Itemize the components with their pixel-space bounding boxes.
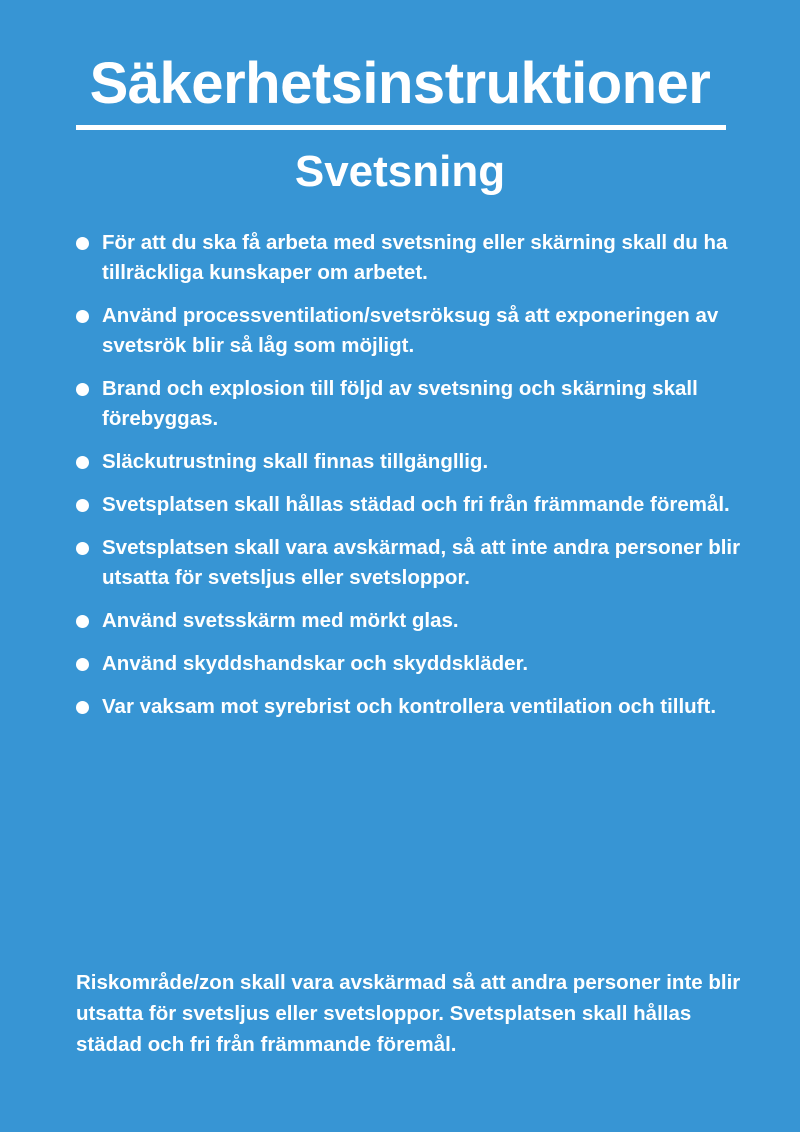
bullet-icon — [76, 542, 89, 555]
sign-title: Säkerhetsinstruktioner — [89, 51, 711, 116]
instruction-item — [76, 447, 746, 477]
instruction-text: För att du ska få arbeta med svetsning eller skärning skall du ha tillräckliga kunskaper om arbetet. — [102, 231, 728, 284]
instruction-text: Svetsplatsen skall hållas städad och fri från främmande föremål. — [102, 493, 730, 516]
instruction-item — [76, 606, 746, 636]
bullet-icon — [76, 615, 89, 628]
instruction-list — [76, 228, 746, 735]
bullet-icon — [76, 658, 89, 671]
instruction-text: Använd svetsskärm med mörkt glas. — [102, 609, 459, 632]
instruction-text: Var vaksam mot syrebrist och kontrollera ventilation och tilluft. — [102, 695, 717, 718]
instruction-item — [76, 228, 746, 288]
instruction-item — [76, 374, 746, 434]
bullet-icon — [76, 456, 89, 469]
instruction-item — [76, 649, 746, 679]
bullet-icon — [76, 499, 89, 512]
instruction-item — [76, 490, 746, 520]
instruction-item — [76, 301, 746, 361]
bullet-icon — [76, 701, 89, 714]
instruction-text: Använd skyddshandskar och skyddskläder. — [102, 652, 529, 675]
bullet-icon — [76, 383, 89, 396]
instruction-text: Använd processventilation/svetsröksug så att exponeringen av svetsrök blir så låg som möjligt. — [102, 304, 719, 357]
instruction-text: Svetsplatsen skall vara avskärmad, så att inte andra personer blir utsatta för svetsljus eller svetsloppor. — [102, 536, 741, 589]
instruction-text: Släckutrustning skall finnas tillgängllig. — [102, 450, 489, 473]
title-divider — [76, 125, 726, 130]
bullet-icon — [76, 310, 89, 323]
instruction-item — [76, 533, 746, 593]
instruction-item — [76, 692, 746, 722]
bullet-icon — [76, 237, 89, 250]
instruction-text: Brand och explosion till följd av svetsning och skärning skall förebyggas. — [102, 377, 698, 430]
sign-subtitle: Svetsning — [294, 147, 506, 196]
risk-zone-note: Riskområde/zon skall vara avskärmad så att andra personer inte blir utsatta för svetsljus eller svetsloppor. Svetsplatsen skall hållas städad och fri från främmande föremål. — [76, 971, 741, 1056]
